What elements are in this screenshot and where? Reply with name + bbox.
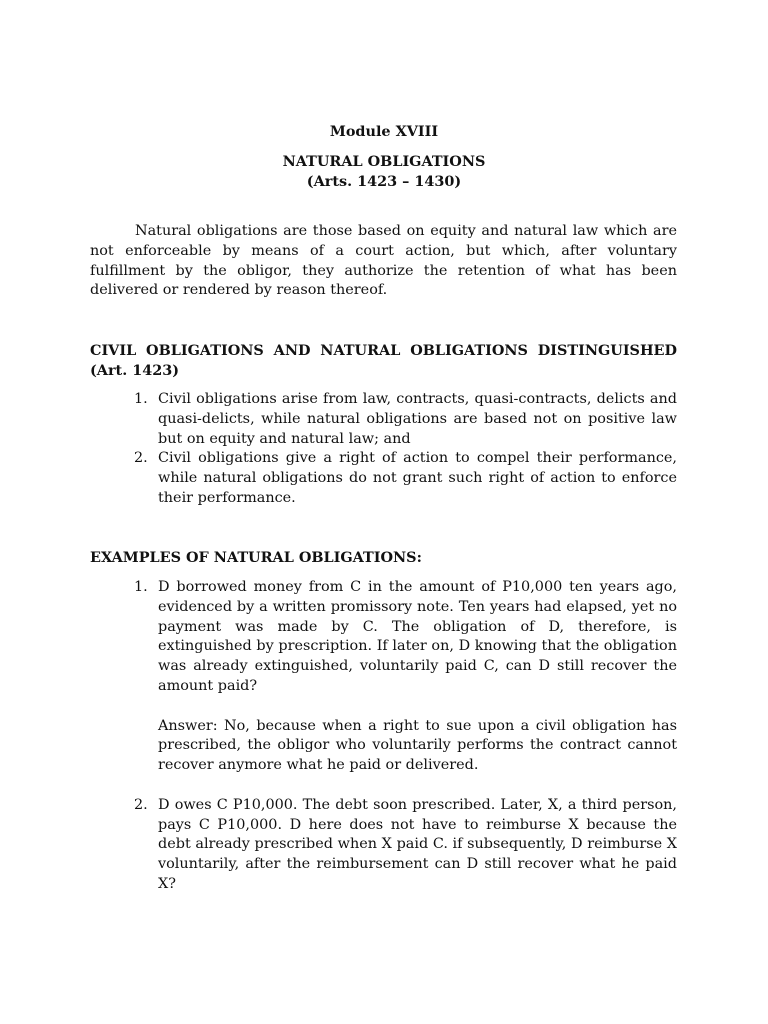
section-heading-civil-vs-natural: CIVIL OBLIGATIONS AND NATURAL OBLIGATIONS DISTINGUISHED (Art. 1423): [90, 342, 677, 379]
example-question: D owes C P10,000. The debt soon prescribed. Later, X, a third person, pays C P10,000. D here does not have to reimburse X because the debt already prescribed when X paid C. if subsequently, D reimburse X voluntarily, after the reimbursement can D still recover what he paid X?: [158, 796, 677, 892]
list-item-text: Civil obligations arise from law, contracts, quasi-contracts, delicts and quasi-delicts, while natural obligations are based not on positive law but on equity and natural law; and: [158, 391, 677, 447]
title-line-1: NATURAL OBLIGATIONS: [282, 153, 486, 170]
spacer: [158, 776, 677, 796]
example-answer: Answer: No, because when a right to sue upon a civil obligation has prescribed, the obligor who voluntarily performs the contract cannot recover anymore what he paid or delivered.: [158, 717, 677, 774]
examples-list: [90, 578, 677, 895]
example-question: D borrowed money from C in the amount of P10,000 ten years ago, evidenced by a written promissory note. Ten years had elapsed, yet no payment was made by C. The obligation of D, therefore, is extinguished by prescription. If later on, D knowing that the obligation was already extinguished, voluntarily paid C, can D still recover the amount paid?: [158, 579, 677, 694]
list-item: [90, 390, 677, 449]
list-item: [90, 578, 677, 796]
distinctions-list: [90, 390, 677, 509]
title-line-2: (Arts. 1423 – 1430): [306, 172, 462, 190]
list-item-number: 1.: [134, 391, 148, 407]
list-item-number: 2.: [134, 796, 148, 813]
section-heading-examples: EXAMPLES OF NATURAL OBLIGATIONS:: [90, 549, 422, 566]
list-item-number: 2.: [134, 450, 148, 467]
intro-paragraph: Natural obligations are those based on equity and natural law which are not enforceable by means of a court action, but which, after voluntary fulfillment by the obligor, they authorize the retention of what has been delivered or rendered by reason thereof.: [90, 223, 677, 299]
list-item-text: Civil obligations give a right of action to compel their performance, while natural obligations do not grant such right of action to enforce their performance.: [158, 450, 677, 506]
list-item: [90, 449, 677, 508]
spacer: [158, 697, 677, 717]
page-title: [0, 152, 768, 192]
module-title: Module XVIII: [329, 123, 439, 140]
list-item: [90, 796, 677, 895]
list-item-number: 1.: [134, 579, 148, 595]
